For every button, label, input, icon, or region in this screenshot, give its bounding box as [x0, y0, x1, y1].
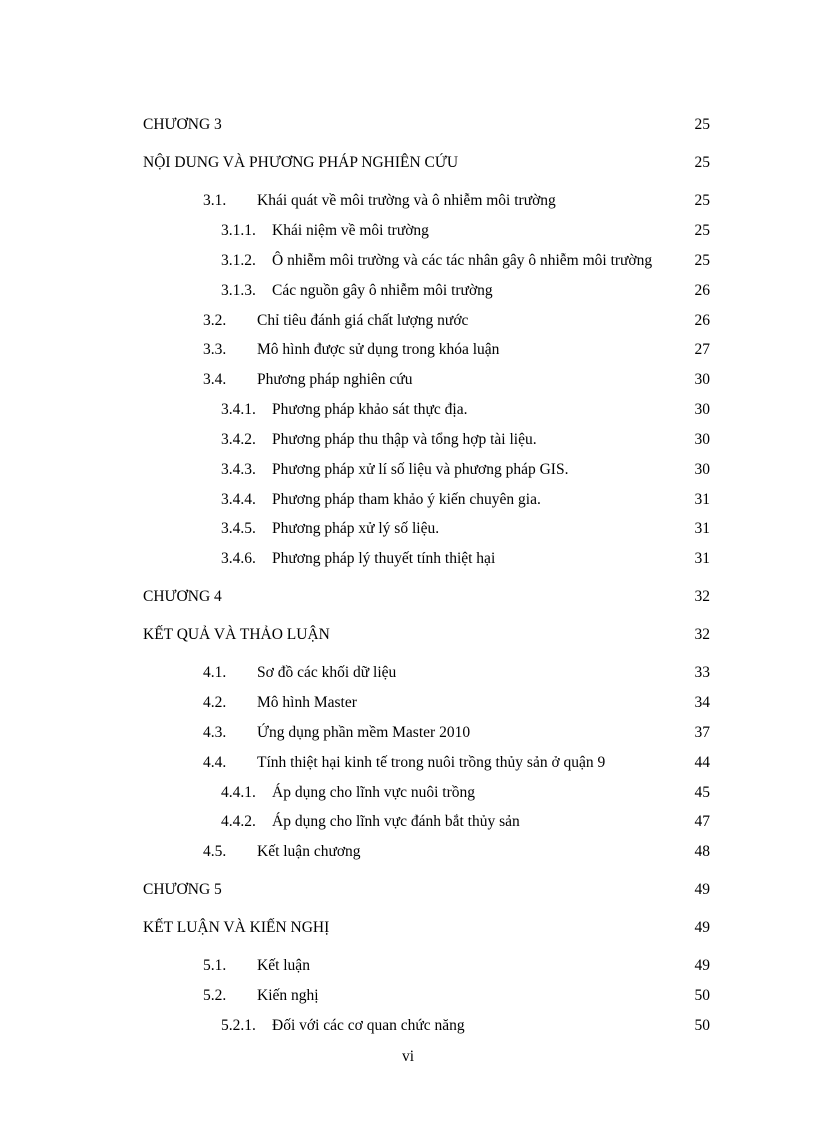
toc-entry: [0, 662, 816, 684]
toc-entry-number: 5.2.: [203, 987, 227, 1004]
toc-entry-page: 26: [694, 282, 710, 299]
toc-entry-number: 4.3.: [203, 724, 227, 741]
toc-entry-page: 31: [694, 491, 710, 508]
toc-entry-number: 3.4.4.: [221, 491, 256, 508]
toc-entry-title: Đối với các cơ quan chức năng: [272, 1017, 465, 1034]
toc-entry-page: 37: [694, 724, 710, 741]
toc-entry: [0, 841, 816, 863]
toc-entry-title: Khái quát về môi trường và ô nhiễm môi trường: [257, 192, 556, 209]
toc-entry-title: Mô hình Master: [257, 694, 357, 711]
toc-entry-number: 4.2.: [203, 694, 227, 711]
toc-entry: [0, 879, 816, 901]
toc-entry-number: 3.1.1.: [221, 222, 256, 239]
toc-entry-title: Khái niệm về môi trường: [272, 222, 429, 239]
toc-entry: [0, 692, 816, 714]
toc-entry-page: 30: [694, 461, 710, 478]
toc-entry-number: 3.1.2.: [221, 252, 256, 269]
toc-entry: [0, 190, 816, 212]
toc-entry-number: 5.2.1.: [221, 1017, 256, 1034]
toc-entry-page: 31: [694, 550, 710, 567]
toc-entry-number: 3.4.: [203, 371, 227, 388]
toc-entry-title: Phương pháp thu thập và tổng hợp tài liệu.: [272, 431, 537, 448]
toc-entry: [0, 722, 816, 744]
toc-entry: [0, 114, 816, 136]
toc-entry-number: 5.1.: [203, 957, 227, 974]
toc-entry: [0, 955, 816, 977]
toc-entry-title: Sơ đồ các khối dữ liệu: [257, 664, 397, 681]
toc-entry: [0, 489, 816, 511]
toc-entry-page: 34: [694, 694, 710, 711]
toc-entry-title: Chỉ tiêu đánh giá chất lượng nước: [257, 312, 469, 329]
toc-entry-title: Phương pháp lý thuyết tính thiệt hại: [272, 550, 496, 567]
toc-entry-page: 48: [694, 843, 710, 860]
toc-entry: [0, 917, 816, 939]
toc-entry: [0, 220, 816, 242]
toc-entry-page: 30: [694, 431, 710, 448]
toc-entry-title: CHƯƠNG 3: [143, 116, 222, 133]
toc-entry: [0, 280, 816, 302]
toc-entry: [0, 548, 816, 570]
toc-entry-title: Áp dụng cho lĩnh vực đánh bắt thủy sản: [272, 813, 520, 830]
toc-entry-number: 4.1.: [203, 664, 227, 681]
toc-entry-title: Phương pháp xử lí số liệu và phương pháp GIS.: [272, 461, 569, 478]
toc-entry-title: CHƯƠNG 5: [143, 881, 222, 898]
toc-entry-page: 30: [694, 371, 710, 388]
toc-entry-title: Kiến nghị: [257, 987, 319, 1004]
toc-entry-number: 4.4.2.: [221, 813, 256, 830]
toc-entry-page: 25: [694, 222, 710, 239]
toc-entry-page: 50: [694, 1017, 710, 1034]
toc-entry-page: 27: [694, 341, 710, 358]
toc-entry-title: Tính thiệt hại kinh tế trong nuôi trồng thủy sản ở quận 9: [257, 754, 606, 771]
toc-entry-page: 25: [694, 192, 710, 209]
toc-entry: [0, 310, 816, 332]
toc-entry-page: 25: [694, 154, 710, 171]
toc-entry: [0, 782, 816, 804]
toc-entry: [0, 985, 816, 1007]
toc-entry: [0, 399, 816, 421]
toc-entry: [0, 586, 816, 608]
toc-entry-page: 44: [694, 754, 710, 771]
toc-entry: [0, 459, 816, 481]
toc-entry-page: 32: [694, 626, 710, 643]
toc-entry: [0, 369, 816, 391]
toc-entry-title: Phương pháp xử lý số liệu.: [272, 520, 440, 537]
toc-entry-number: 4.5.: [203, 843, 227, 860]
toc-entry-page: 31: [694, 520, 710, 537]
toc-entry-page: 33: [694, 664, 710, 681]
toc-entry-page: 47: [694, 813, 710, 830]
toc-entry-page: 26: [694, 312, 710, 329]
toc-entry: [0, 250, 816, 272]
toc-entry-page: 30: [694, 401, 710, 418]
toc-entry-title: Kết luận chương: [257, 843, 361, 860]
toc-entry: [0, 752, 816, 774]
toc-entry: [0, 811, 816, 833]
toc-entry: [0, 429, 816, 451]
toc-entry-title: Mô hình được sử dụng trong khóa luận: [257, 341, 500, 358]
toc-entry-number: 3.2.: [203, 312, 227, 329]
toc-entry-title: Ứng dụng phần mềm Master 2010: [257, 724, 471, 741]
toc-entry-page: 50: [694, 987, 710, 1004]
toc-entry-page: 45: [694, 784, 710, 801]
toc-entry-page: 25: [694, 252, 710, 269]
toc-entry-number: 3.1.3.: [221, 282, 256, 299]
toc-entry-title: KẾT LUẬN VÀ KIẾN NGHỊ: [143, 919, 330, 936]
toc-entry-title: Áp dụng cho lĩnh vực nuôi trồng: [272, 784, 475, 801]
toc-entry-title: Ô nhiễm môi trường và các tác nhân gây ô nhiễm môi trường: [272, 252, 653, 269]
page-number: vi: [401, 1048, 415, 1065]
toc-entry: [0, 624, 816, 646]
toc-entry: [0, 518, 816, 540]
toc-entry-number: 3.4.3.: [221, 461, 256, 478]
toc-entry-title: Phương pháp khảo sát thực địa.: [272, 401, 468, 418]
toc-entry-number: 4.4.: [203, 754, 227, 771]
toc-entry-title: Phương pháp nghiên cứu: [257, 371, 413, 388]
toc-entry-title: Phương pháp tham khảo ý kiến chuyên gia.: [272, 491, 541, 508]
toc-entry-number: 3.1.: [203, 192, 227, 209]
toc-entry-number: 3.4.5.: [221, 520, 256, 537]
toc-entry-title: NỘI DUNG VÀ PHƯƠNG PHÁP NGHIÊN CỨU: [143, 154, 459, 171]
toc-entry-page: 32: [694, 588, 710, 605]
toc-entry-number: 3.4.2.: [221, 431, 256, 448]
toc-entry-title: Các nguồn gây ô nhiễm môi trường: [272, 282, 493, 299]
toc-entry-number: 3.3.: [203, 341, 227, 358]
toc-entry-page: 49: [694, 881, 710, 898]
toc-entry-page: 49: [694, 919, 710, 936]
toc-entry: [0, 339, 816, 361]
toc-entry: [0, 1015, 816, 1037]
toc-entry: [0, 152, 816, 174]
toc-entry-page: 49: [694, 957, 710, 974]
toc-entry-title: CHƯƠNG 4: [143, 588, 222, 605]
toc-entry-number: 4.4.1.: [221, 784, 256, 801]
toc-entry-title: Kết luận: [257, 957, 310, 974]
toc-entry-title: KẾT QUẢ VÀ THẢO LUẬN: [143, 626, 330, 643]
toc-entry-number: 3.4.1.: [221, 401, 256, 418]
toc-entry-page: 25: [694, 116, 710, 133]
toc-entry-number: 3.4.6.: [221, 550, 256, 567]
